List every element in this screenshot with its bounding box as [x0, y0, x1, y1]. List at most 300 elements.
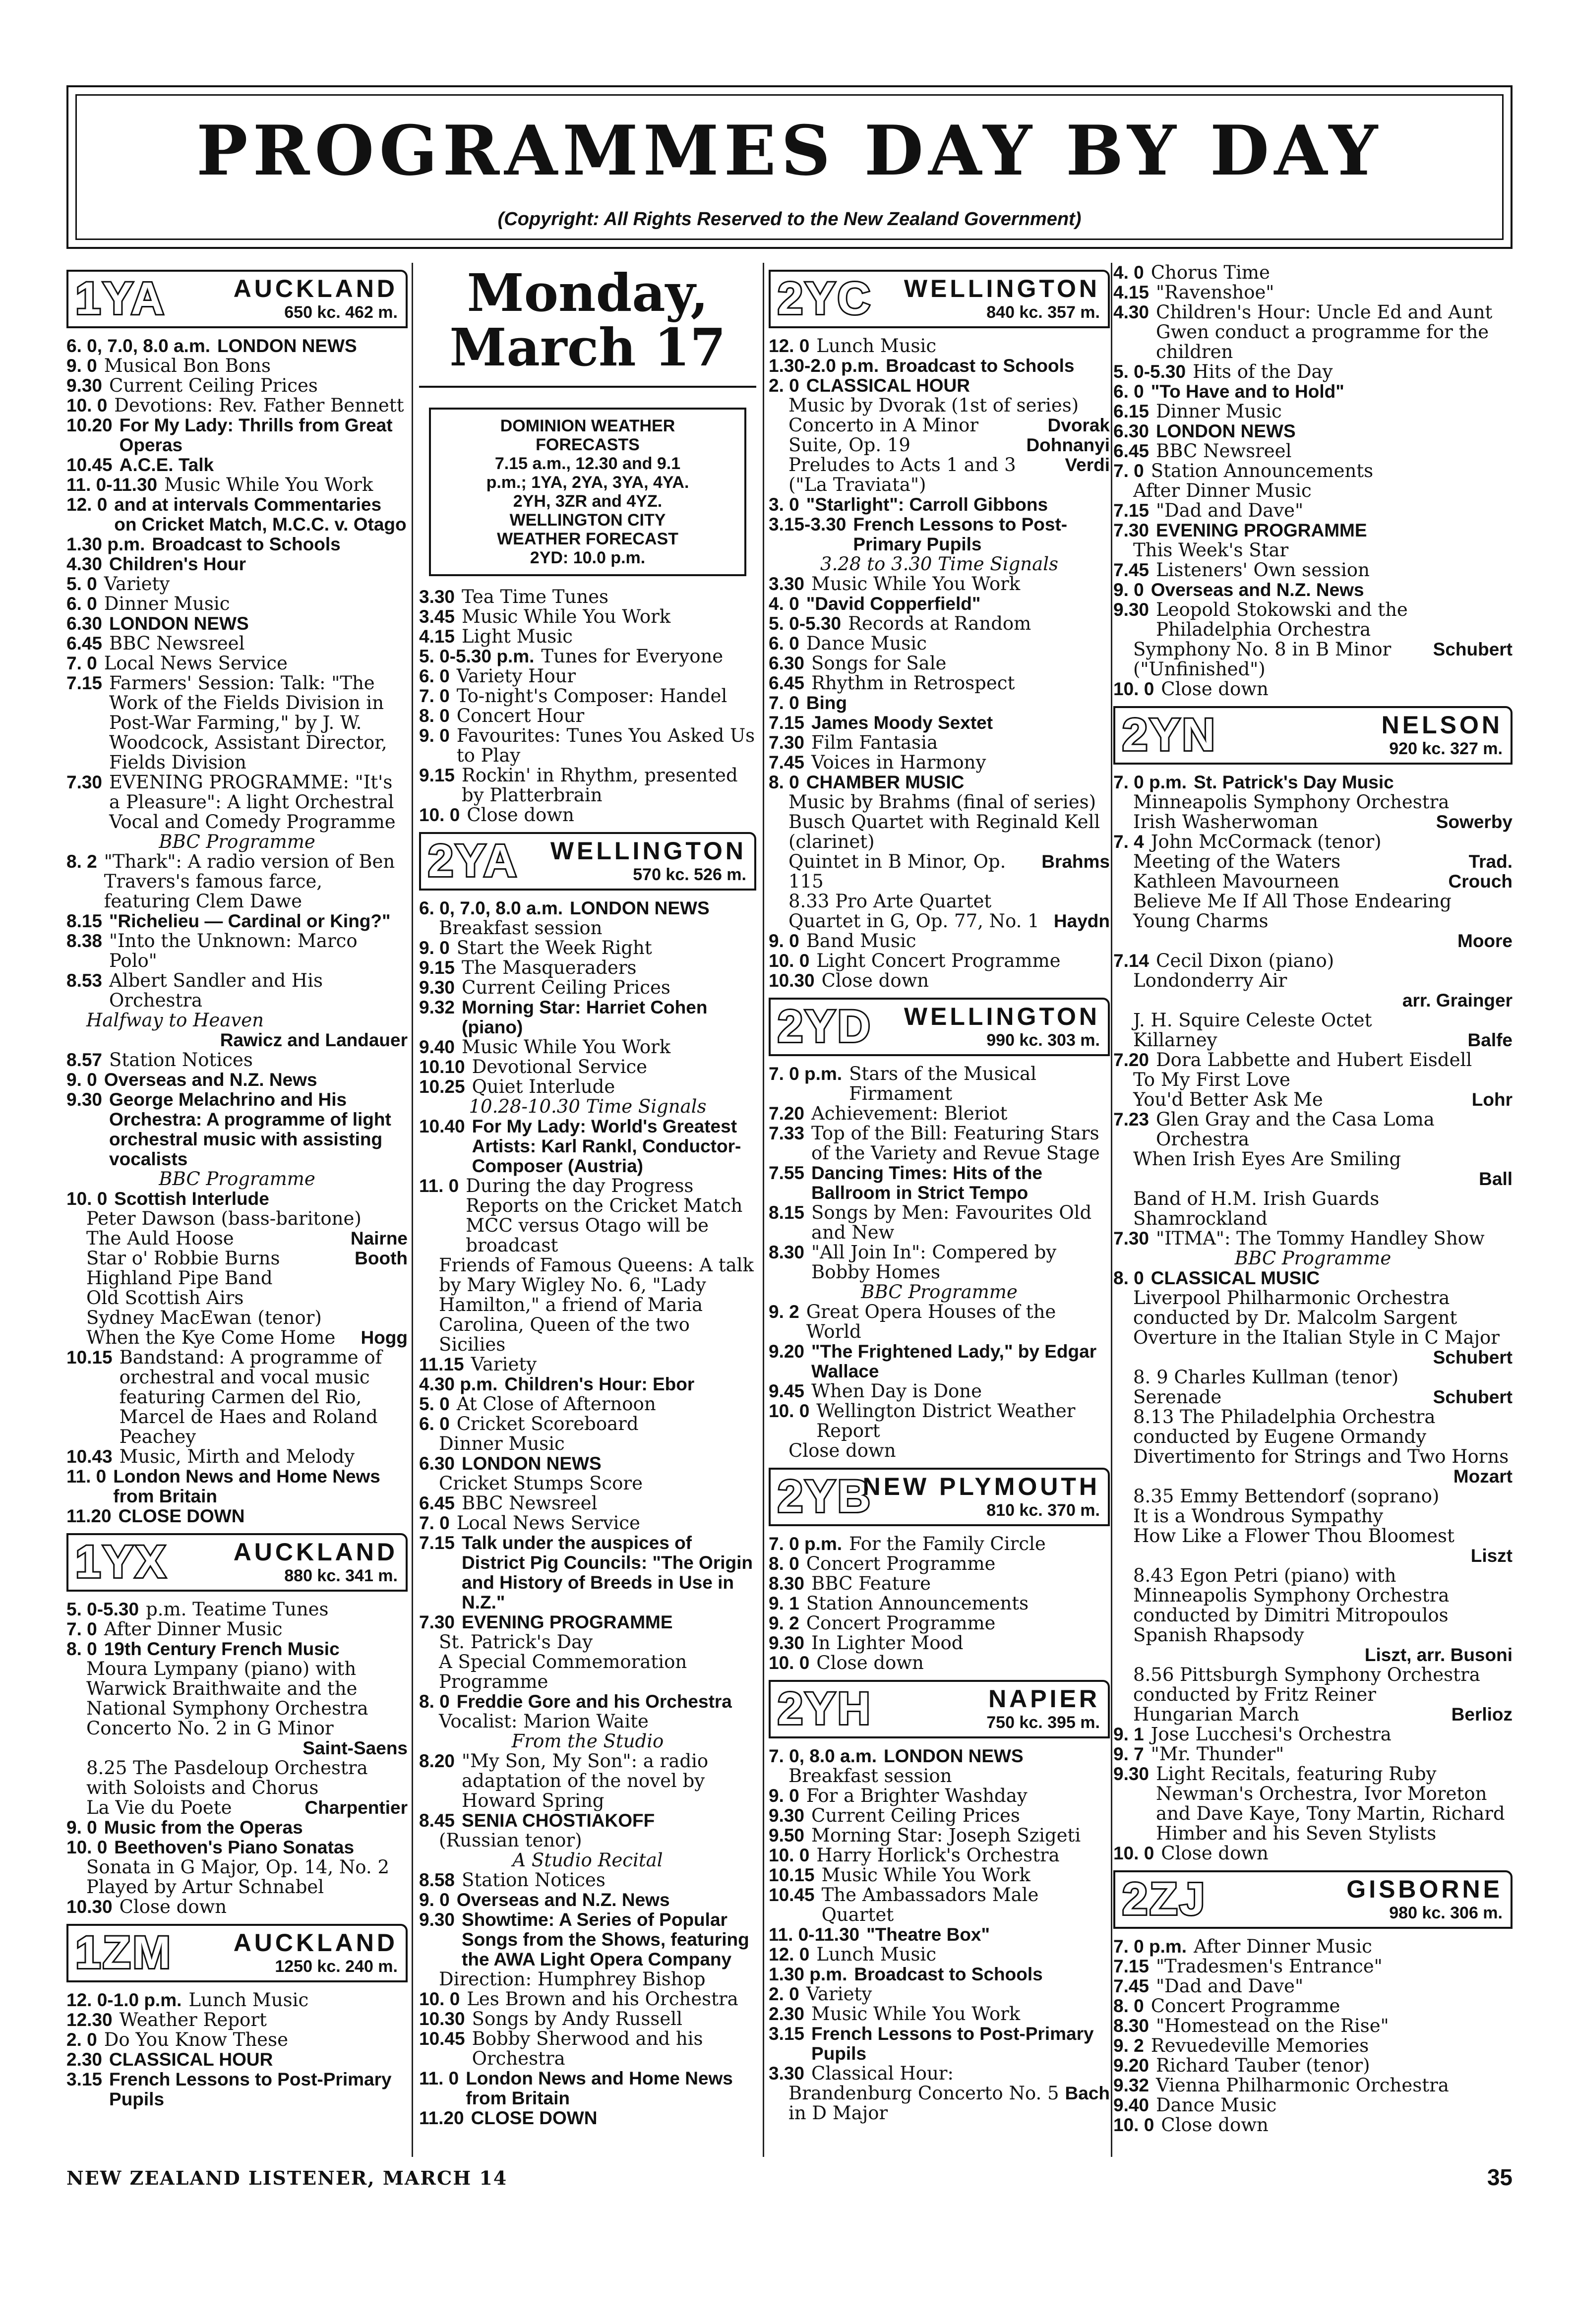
entry-detail: To My First Love: [1133, 1069, 1290, 1090]
entry-time: 7.30: [769, 732, 805, 753]
programme-entry: [1113, 560, 1513, 580]
entry-description: Variety: [104, 573, 170, 595]
entry-time: 7.55: [769, 1163, 805, 1183]
programme-entry: [1113, 2036, 1513, 2056]
entry-detail-with-composer: [1113, 1705, 1513, 1725]
entry-description: Vienna Philharmonic Orchestra: [1156, 2075, 1449, 2096]
entry-detail: Kathleen Mavourneen: [1133, 871, 1339, 892]
entry-time: 9.30: [1113, 599, 1150, 620]
entry-description: BBC Newsreel: [109, 633, 245, 654]
entry-time: 9. 1: [1113, 1724, 1144, 1744]
entry-time: 7. 0: [1113, 461, 1144, 481]
entry-detail-with-composer: [769, 911, 1110, 931]
entry-detail: Concerto in A Minor: [788, 415, 979, 436]
entry-detail-with-composer: [769, 455, 1110, 495]
entry-description: Close down: [816, 1652, 924, 1673]
entry-detail: A Special Commemoration Programme: [439, 1651, 687, 1692]
entry-time: 7.30: [1113, 1228, 1150, 1249]
station-box: [769, 1468, 1110, 1526]
entry-time: 6. 0: [419, 1414, 450, 1434]
programme-entry: [66, 971, 408, 1011]
station-box: [769, 1680, 1110, 1738]
entry-time: 9.30: [66, 1089, 103, 1110]
entry-detail: Killarney: [1133, 1029, 1217, 1051]
entry-time: 7.15: [66, 673, 103, 693]
entry-description: Variety Hour: [456, 665, 576, 687]
entry-description: Children's Hour: Ebor: [504, 1374, 695, 1394]
entry-description: Variety: [471, 1354, 537, 1375]
entry-description: "Homestead on the Rise": [1156, 2015, 1389, 2036]
composer-name: Schubert: [1433, 1347, 1513, 1368]
entry-description: Bandstand: A programme of orchestral and vocal music featuring Carmen del Rio, Marcel de Haes and Roland Peachey: [119, 1347, 382, 1447]
programme-entry: [66, 554, 408, 574]
station-box: [419, 832, 756, 891]
entry-description: To-night's Composer: Handel: [456, 685, 727, 707]
entry-description: CHAMBER MUSIC: [806, 772, 965, 792]
entry-description: Current Ceiling Prices: [462, 977, 670, 998]
entry-detail: Cricket Stumps Score: [439, 1473, 643, 1494]
programme-entry: [66, 673, 408, 773]
entry-detail: When Irish Eyes Are Smiling: [1133, 1148, 1401, 1170]
entry-time: 7.15: [769, 713, 805, 733]
entry-time: 5. 0-5.30 p.m.: [419, 646, 535, 666]
column-divider: [1111, 263, 1112, 2157]
weather-line: 2YD: 10.0 p.m.: [530, 548, 646, 567]
programme-entry: [66, 356, 408, 376]
programme-entry: [769, 1554, 1110, 1574]
entry-detail: Meeting of the Waters: [1133, 851, 1341, 872]
entry-time: 9.30: [66, 375, 103, 396]
programme-entry: [769, 614, 1110, 634]
weather-forecast-box: [429, 408, 746, 576]
entry-description: Music While You Work: [462, 1036, 671, 1058]
entry-description: Lunch Music: [816, 1944, 937, 1965]
entry-description: Light Music: [462, 626, 573, 647]
entry-description: LONDON NEWS: [217, 336, 357, 356]
station-callsign: 2YB: [778, 1471, 872, 1522]
programme-entry: [419, 898, 756, 918]
copyright-notice: (Copyright: All Rights Reserved to the New Zealand Government): [497, 209, 1082, 230]
entry-time: 8. 0: [1113, 1268, 1144, 1288]
entry-detail: Star o' Robbie Burns: [86, 1248, 280, 1269]
entry-time: 8.45: [419, 1810, 455, 1831]
entry-time: 4.15: [1113, 282, 1150, 302]
station-frequency: 920 kc. 327 m.: [1389, 739, 1503, 758]
entry-description: St. Patrick's Day Music: [1194, 772, 1394, 792]
entry-description: SENIA CHOSTIAKOFF: [462, 1810, 655, 1831]
entry-time: 6. 0: [769, 633, 799, 654]
entry-detail: 8.35 Emmy Bettendorf (soprano): [1133, 1486, 1440, 1507]
entry-description: LONDON NEWS: [462, 1453, 602, 1474]
entry-time: 10.25: [419, 1076, 465, 1097]
programme-entry: [66, 634, 408, 654]
entry-time: 7.30: [66, 772, 103, 792]
programme-entry: [1113, 421, 1513, 441]
programme-entry: [419, 1176, 756, 1255]
weather-line: 2YH, 3ZR and 4YZ.: [513, 492, 663, 511]
entry-time: 2.30: [66, 2049, 103, 2070]
programme-entry: [419, 627, 756, 647]
entry-description: Les Brown and his Orchestra: [467, 1988, 738, 2010]
programme-entry: [66, 1897, 408, 1917]
programme-entry: [419, 1513, 756, 1533]
entry-time: 9.15: [419, 957, 455, 978]
programme-entry: [66, 2010, 408, 2030]
programme-entry: [419, 1870, 756, 1890]
entry-detail: It is a Wondrous Sympathy: [1133, 1505, 1384, 1527]
entry-time: 3.30: [769, 574, 805, 594]
entry-time: 9.32: [419, 997, 455, 1017]
programme-entry: [1113, 832, 1513, 852]
programme-entry: [769, 1746, 1110, 1766]
programme-entry: [1113, 1844, 1513, 1863]
programme-entry: [769, 1633, 1110, 1653]
station-callsign: 1YA: [75, 273, 166, 324]
entry-description: Dinner Music: [1156, 401, 1282, 422]
entry-detail: Sonata in G Major, Op. 14, No. 2: [86, 1856, 389, 1878]
weather-line: FORECASTS: [536, 435, 640, 454]
programme-entry: [419, 1037, 756, 1057]
entry-time: 6.45: [769, 673, 805, 693]
programme-entry: [419, 1057, 756, 1077]
entry-time: 9. 1: [769, 1593, 799, 1613]
weather-line: DOMINION WEATHER: [500, 417, 675, 435]
programme-entry: [66, 495, 408, 535]
entry-time: 10.45: [419, 2028, 465, 2049]
entry-description: Top of the Bill: Featuring Stars of the Variety and Revue Stage: [811, 1123, 1100, 1164]
entry-time: 6.15: [1113, 401, 1150, 421]
programme-entry: [419, 706, 756, 726]
entry-description: "ITMA": The Tommy Handley Show: [1156, 1228, 1485, 1249]
entry-time: 9. 2: [769, 1302, 799, 1322]
entry-description: Music While You Work: [821, 1864, 1030, 1886]
entry-time: 11. 0: [66, 1466, 107, 1487]
composer-name: Verdi: [1065, 455, 1110, 475]
entry-description: Records at Random: [848, 613, 1031, 634]
programme-entry: [769, 753, 1110, 773]
programme-entry: [66, 1506, 408, 1526]
entry-description: Devotional Service: [472, 1056, 648, 1077]
entry-description: LONDON NEWS: [1156, 421, 1296, 441]
programme-entry: [1113, 1937, 1513, 1957]
entry-time: 7.30: [1113, 520, 1150, 540]
entry-time: 12. 0: [66, 494, 108, 515]
entry-time: 4.30: [1113, 302, 1150, 322]
entry-detail: Serenade: [1133, 1386, 1222, 1408]
station-frequency: 1250 kc. 240 m.: [275, 1957, 398, 1976]
entry-time: 10. 0: [1113, 2115, 1154, 2135]
entry-description: Dance Music: [806, 633, 927, 654]
entry-description: Station Announcements: [806, 1593, 1029, 1614]
programme-entry: [419, 1077, 756, 1097]
programme-entry: [769, 1826, 1110, 1846]
entry-description: and at intervals Commentaries on Cricket Match, M.C.C. v. Otago: [114, 494, 407, 535]
entry-description: For My Lady: World's Greatest Artists: Karl Rankl, Conductor-Composer (Austria): [472, 1116, 741, 1176]
entry-detail-with-composer: [1113, 1090, 1513, 1110]
composer-name: Trad.: [1468, 851, 1513, 872]
entry-detail: Divertimento for Strings and Two Horns: [1133, 1446, 1509, 1467]
programme-entry: [419, 666, 756, 686]
entry-description: Rockin' in Rhythm, presented by Platterbrain: [462, 765, 738, 806]
entry-time: 9.30: [1113, 1764, 1150, 1784]
composer-name: Liszt, arr. Busoni: [1364, 1645, 1513, 1665]
entry-description: Broadcast to Schools: [854, 1964, 1043, 1984]
programme-entry: [66, 654, 408, 673]
entry-description: Children's Hour: Uncle Ed and Aunt Gwen conduct a programme for the children: [1156, 301, 1493, 362]
station-box: [66, 1924, 408, 1982]
programme-entry: [419, 1394, 756, 1414]
entry-time: 10. 0: [66, 395, 108, 416]
composer-name: Ball: [1479, 1169, 1513, 1189]
programme-entry: [769, 1945, 1110, 1965]
programme-note: BBC Programme: [159, 831, 315, 852]
programme-entry: [769, 1163, 1110, 1203]
programme-entry: [66, 1090, 408, 1169]
entry-description: Morning Star: Harriet Cohen (piano): [462, 997, 708, 1037]
entry-description: EVENING PROGRAMME: [1156, 520, 1367, 540]
entry-description: Listeners' Own session: [1156, 559, 1370, 581]
entry-description: Harry Horlick's Orchestra: [816, 1845, 1060, 1866]
entry-detail: Moura Lympany (piano) with Warwick Braithwaite and the National Symphony Orchestra: [86, 1658, 368, 1719]
entry-time: 8. 0: [66, 1639, 97, 1659]
composer-name: Sowerby: [1436, 812, 1513, 832]
entry-time: 7.45: [1113, 560, 1150, 580]
entry-description: Music While You Work: [811, 573, 1021, 595]
entry-description: Band Music: [806, 930, 916, 952]
entry-time: 9.50: [769, 1825, 805, 1846]
entry-time: 7. 0: [66, 1619, 97, 1639]
entry-detail: Spanish Rhapsody: [1133, 1624, 1304, 1646]
weather-line: p.m.; 1YA, 2YA, 3YA, 4YA.: [486, 473, 689, 492]
entry-time: 10.15: [769, 1865, 815, 1885]
entry-time: 6.30: [419, 1453, 455, 1474]
entry-time: 10. 0: [769, 1845, 810, 1865]
station-callsign: 2YD: [778, 1001, 872, 1052]
station-frequency: 880 kc. 341 m.: [284, 1566, 398, 1585]
entry-description: Music While You Work: [164, 474, 373, 495]
programme-entry: [66, 773, 408, 832]
entry-description: "David Copperfield": [806, 594, 981, 614]
programme-entry: [66, 594, 408, 614]
entry-description: Light Recitals, featuring Ruby Newman's Orchestra, Ivor Moreton and Dave Kaye, Tony Martin, Richard Himber and his Seven Stylists: [1156, 1763, 1505, 1844]
programme-entry: [769, 2064, 1110, 2084]
programme-note: A Studio Recital: [512, 1849, 663, 1871]
entry-description: Station Announcements: [1150, 460, 1374, 481]
entry-time: 8. 0: [419, 706, 450, 726]
composer-name: Dohnanyi: [1026, 435, 1110, 455]
entry-detail: Preludes to Acts 1 and 3 ("La Traviata"): [788, 454, 1016, 495]
programme-entry: [1113, 2076, 1513, 2095]
entry-time: 8.15: [66, 911, 103, 931]
entry-time: 2. 0: [769, 375, 799, 396]
station-city: AUCKLAND: [233, 1538, 398, 1566]
entry-time: 9. 0: [419, 938, 450, 958]
entry-detail: After Dinner Music: [1133, 480, 1312, 501]
entry-description: "Into the Unknown: Marco Polo": [109, 930, 358, 971]
entry-description: CLOSE DOWN: [118, 1506, 245, 1526]
programme-entry: [1113, 773, 1513, 792]
entry-description: Chorus Time: [1150, 262, 1270, 283]
entry-description: Quiet Interlude: [472, 1076, 615, 1097]
entry-time: 9. 2: [769, 1613, 799, 1633]
entry-detail: Overture in the Italian Style in C Major: [1133, 1327, 1500, 1348]
entry-description: Bing: [806, 693, 847, 713]
entry-time: 9.32: [1113, 2075, 1150, 2095]
entry-time: 10.40: [419, 1116, 465, 1136]
entry-detail: Music by Dvorak (1st of series): [788, 395, 1079, 416]
entry-time: 7. 0 p.m.: [769, 1064, 843, 1084]
programme-entry: [769, 931, 1110, 951]
entry-description: Showtime: A Series of Popular Songs from the Shows, featuring the AWA Light Opera Company: [462, 1909, 749, 1969]
entry-time: 3.15-3.30: [769, 514, 847, 535]
programme-entry: [66, 1619, 408, 1639]
programme-entry: [1113, 402, 1513, 421]
entry-detail: Sydney MacEwan (tenor): [86, 1307, 322, 1328]
composer-name: Dvorak: [1047, 415, 1110, 435]
entry-description: Great Opera Houses of the World: [806, 1301, 1056, 1342]
entry-time: 4. 0: [1113, 262, 1144, 283]
entry-time: 3.30: [419, 587, 455, 607]
programme-entry: [1113, 1957, 1513, 1976]
entry-time: 7.15: [1113, 1956, 1150, 1976]
entry-description: "All Join In": Compered by Bobby Homes: [811, 1242, 1057, 1283]
entry-time: 4. 0: [769, 594, 799, 614]
entry-detail: Concerto No. 2 in G Minor: [86, 1718, 334, 1739]
entry-time: 10.45: [66, 455, 113, 475]
station-city: NELSON: [1381, 711, 1503, 739]
programme-entry: [1113, 302, 1513, 362]
entry-time: 8.53: [66, 970, 103, 991]
programme-entry: [1113, 1050, 1513, 1070]
programme-entry: [769, 356, 1110, 376]
entry-description: French Lessons to Post-Primary Pupils: [853, 514, 1068, 554]
entry-description: For My Lady: Thrills from Great Operas: [119, 415, 393, 455]
entry-description: Overseas and N.Z. News: [1150, 580, 1364, 600]
entry-description: LONDON NEWS: [570, 898, 710, 918]
entry-detail: Liverpool Philharmonic Orchestra conducted by Dr. Malcolm Sargent: [1133, 1287, 1457, 1328]
entry-description: Achievement: Bleriot: [811, 1103, 1008, 1124]
column-1: [66, 263, 408, 2147]
composer-name: Nairne: [350, 1228, 408, 1249]
programme-entry: [769, 634, 1110, 654]
entry-time: 8.30: [1113, 2016, 1150, 2036]
entry-description: Rhythm in Retrospect: [811, 672, 1015, 694]
entry-detail: Symphony No. 8 in B Minor ("Unfinished"): [1133, 639, 1392, 680]
entry-description: French Lessons to Post-Primary Pupils: [109, 2069, 392, 2109]
entry-detail: Played by Artur Schnabel: [86, 1876, 324, 1898]
entry-description: Close down: [1161, 2114, 1269, 2136]
programme-entry: [66, 1348, 408, 1447]
entry-description: Station Notices: [462, 1869, 605, 1891]
entry-description: Close down: [119, 1896, 227, 1917]
composer-name: Hogg: [361, 1327, 408, 1348]
station-box: [66, 1533, 408, 1592]
page-number: 35: [1487, 2164, 1513, 2190]
composer-name: Brahms: [1041, 851, 1110, 872]
programme-entry: [66, 852, 408, 911]
entry-description: When Day is Done: [811, 1380, 982, 1402]
entry-description: Dinner Music: [104, 593, 230, 614]
entry-time: 3.15: [769, 2024, 805, 2044]
programme-entry: [419, 1454, 756, 1474]
entry-description: George Melachrino and His Orchestra: A programme of light orchestral music with assisting vocalists: [109, 1089, 391, 1169]
entry-time: 4.15: [419, 626, 455, 647]
programme-note: BBC Programme: [159, 1168, 315, 1190]
entry-description: Overseas and N.Z. News: [104, 1070, 317, 1090]
composer-name: Berlioz: [1451, 1704, 1513, 1725]
entry-description: In Lighter Mood: [811, 1632, 964, 1654]
entry-time: 10. 0: [1113, 1843, 1154, 1863]
entry-detail: Friends of Famous Queens: A talk by Mary Wigley No. 6, "Lady Hamilton," a friend of Maria Carolina, Queen of the two Sicilies: [439, 1254, 754, 1355]
entry-description: Voices in Harmony: [811, 752, 986, 773]
entry-description: Variety: [806, 1983, 872, 2005]
entry-description: Lunch Music: [816, 335, 937, 357]
page-title: PROGRAMMES DAY BY DAY: [196, 110, 1383, 191]
programme-entry: [1113, 283, 1513, 302]
station-city: AUCKLAND: [233, 275, 398, 302]
entry-time: 11.20: [66, 1506, 112, 1526]
entry-time: 8.30: [769, 1573, 805, 1594]
entry-description: p.m. Teatime Tunes: [146, 1599, 329, 1620]
entry-description: A.C.E. Talk: [119, 455, 214, 475]
composer-name: Balfe: [1467, 1030, 1513, 1050]
entry-time: 11.15: [419, 1354, 464, 1374]
programme-note: From the Studio: [511, 1730, 664, 1752]
entry-time: 4.30 p.m.: [419, 1374, 498, 1394]
entry-detail: Vocalist: Marion Waite: [439, 1711, 649, 1732]
entry-detail: J. H. Squire Celeste Octet: [1133, 1010, 1372, 1031]
programme-entry: [66, 396, 408, 416]
programme-entry: [1113, 382, 1513, 402]
entry-time: 10.30: [66, 1897, 113, 1917]
entry-description: Close down: [1161, 678, 1269, 700]
station-callsign: 1YX: [75, 1537, 168, 1587]
entry-time: 9. 2: [1113, 2035, 1144, 2056]
composer-name: Saint-Saens: [303, 1738, 408, 1758]
programme-entry: [769, 1965, 1110, 1984]
station-city: NAPIER: [988, 1685, 1100, 1713]
entry-time: 9.30: [769, 1805, 805, 1826]
programme-entry: [769, 693, 1110, 713]
entry-time: 12. 0: [769, 336, 810, 356]
programme-entry: [769, 495, 1110, 515]
entry-detail: Irish Washerwoman: [1133, 811, 1318, 833]
entry-description: CLASSICAL HOUR: [806, 375, 970, 396]
entry-description: Bobby Sherwood and his Orchestra: [472, 2028, 703, 2069]
programme-entry: [419, 1989, 756, 2009]
day-heading: Monday, March 17: [419, 263, 756, 388]
entry-description: After Dinner Music: [104, 1618, 283, 1640]
programme-entry: [419, 647, 756, 666]
entry-description: LONDON NEWS: [109, 613, 249, 634]
programme-entry: [769, 1594, 1110, 1613]
entry-time: 9.30: [769, 1633, 805, 1653]
station-frequency: 990 kc. 303 m.: [986, 1031, 1100, 1050]
composer-name: Charpentier: [304, 1797, 408, 1818]
programme-entry: [66, 1467, 408, 1506]
entry-detail: Old Scottish Airs: [86, 1287, 244, 1309]
entry-description: "My Son, My Son": a radio adaptation of the novel by Howard Spring: [462, 1750, 709, 1811]
entry-description: Classical Hour:: [811, 2063, 954, 2084]
entry-time: 5. 0-5.30: [769, 613, 842, 634]
entry-detail: Brandenburg Concerto No. 5 in D Major: [788, 2083, 1059, 2124]
entry-description: After Dinner Music: [1194, 1936, 1372, 1957]
station-box: [1113, 706, 1513, 765]
entry-description: Dora Labbette and Hubert Eisdell: [1156, 1049, 1472, 1071]
entry-time: 9.30: [419, 977, 455, 998]
entry-time: 8.20: [419, 1751, 455, 1771]
programme-entry: [769, 951, 1110, 971]
